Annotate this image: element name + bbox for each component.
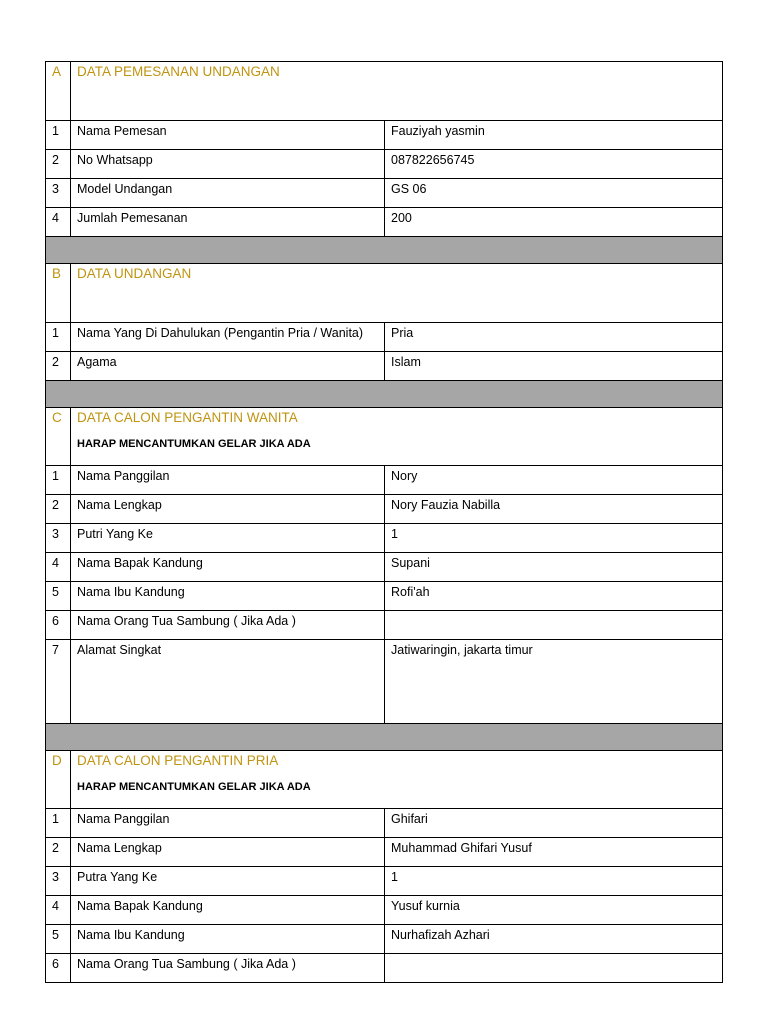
section-separator: [46, 724, 723, 751]
section-title: DATA CALON PENGANTIN WANITA: [77, 410, 298, 425]
row-number: 5: [46, 925, 71, 954]
field-label: Putra Yang Ke: [71, 867, 385, 896]
field-label: Putri Yang Ke: [71, 524, 385, 553]
row-number: 1: [46, 121, 71, 150]
section-letter: A: [46, 62, 71, 121]
field-value[interactable]: [385, 954, 723, 983]
section-separator: [46, 381, 723, 408]
field-label: Nama Bapak Kandung: [71, 896, 385, 925]
section-title: DATA CALON PENGANTIN PRIA: [77, 753, 279, 768]
row-number: 2: [46, 150, 71, 179]
table-row: [46, 524, 723, 553]
row-number: 3: [46, 524, 71, 553]
row-number: 3: [46, 179, 71, 208]
field-label: Nama Lengkap: [71, 495, 385, 524]
field-value[interactable]: 1: [385, 524, 723, 553]
section-title-cell: [71, 408, 723, 466]
row-number: 4: [46, 553, 71, 582]
row-number: 6: [46, 611, 71, 640]
field-value[interactable]: Fauziyah yasmin: [385, 121, 723, 150]
row-number: 6: [46, 954, 71, 983]
table-row: [46, 640, 723, 724]
field-value[interactable]: 200: [385, 208, 723, 237]
field-value[interactable]: 1: [385, 867, 723, 896]
table-row: [46, 896, 723, 925]
row-number: 5: [46, 582, 71, 611]
field-value[interactable]: GS 06: [385, 179, 723, 208]
table-row: [46, 150, 723, 179]
table-row: [46, 611, 723, 640]
field-label: Nama Ibu Kandung: [71, 582, 385, 611]
field-label: Alamat Singkat: [71, 640, 385, 724]
row-number: 3: [46, 867, 71, 896]
field-value[interactable]: Islam: [385, 352, 723, 381]
field-label: Nama Pemesan: [71, 121, 385, 150]
row-number: 1: [46, 809, 71, 838]
row-number: 4: [46, 896, 71, 925]
field-label: Nama Lengkap: [71, 838, 385, 867]
table-row: [46, 809, 723, 838]
field-label: Model Undangan: [71, 179, 385, 208]
row-number: 1: [46, 323, 71, 352]
field-value[interactable]: [385, 611, 723, 640]
row-number: 4: [46, 208, 71, 237]
section-title-cell: [71, 751, 723, 809]
table-row: [46, 495, 723, 524]
row-number: 2: [46, 838, 71, 867]
field-label: Nama Panggilan: [71, 809, 385, 838]
row-number: 2: [46, 352, 71, 381]
field-value[interactable]: Yusuf kurnia: [385, 896, 723, 925]
field-value[interactable]: Nory: [385, 466, 723, 495]
table-row: [46, 838, 723, 867]
section-b-header: [46, 264, 723, 323]
table-row: [46, 179, 723, 208]
table-row: [46, 954, 723, 983]
field-label: Nama Orang Tua Sambung ( Jika Ada ): [71, 954, 385, 983]
field-label: Nama Yang Di Dahulukan (Pengantin Pria / Wanita): [71, 323, 385, 352]
row-number: 1: [46, 466, 71, 495]
section-letter: D: [46, 751, 71, 809]
table-row: [46, 208, 723, 237]
section-title: DATA PEMESANAN UNDANGAN: [71, 62, 723, 121]
table-row: [46, 582, 723, 611]
field-value[interactable]: Supani: [385, 553, 723, 582]
section-letter: C: [46, 408, 71, 466]
table-row: [46, 553, 723, 582]
field-label: Nama Ibu Kandung: [71, 925, 385, 954]
section-note: HARAP MENCANTUMKAN GELAR JIKA ADA: [77, 781, 311, 793]
field-value[interactable]: 087822656745: [385, 150, 723, 179]
table-row: [46, 466, 723, 495]
table-row: [46, 925, 723, 954]
field-value[interactable]: Muhammad Ghifari Yusuf: [385, 838, 723, 867]
order-form-table: [45, 61, 723, 983]
field-label: Nama Orang Tua Sambung ( Jika Ada ): [71, 611, 385, 640]
section-letter: B: [46, 264, 71, 323]
field-label: Jumlah Pemesanan: [71, 208, 385, 237]
field-label: Agama: [71, 352, 385, 381]
field-label: No Whatsapp: [71, 150, 385, 179]
field-value[interactable]: Jatiwaringin, jakarta timur: [385, 640, 723, 724]
field-value[interactable]: Nurhafizah Azhari: [385, 925, 723, 954]
table-row: [46, 323, 723, 352]
field-value[interactable]: Ghifari: [385, 809, 723, 838]
row-number: 2: [46, 495, 71, 524]
field-label: Nama Bapak Kandung: [71, 553, 385, 582]
section-d-header: [46, 751, 723, 809]
field-value[interactable]: Nory Fauzia Nabilla: [385, 495, 723, 524]
section-note: HARAP MENCANTUMKAN GELAR JIKA ADA: [77, 438, 311, 450]
table-row: [46, 867, 723, 896]
table-row: [46, 121, 723, 150]
table-row: [46, 352, 723, 381]
field-value[interactable]: Pria: [385, 323, 723, 352]
field-label: Nama Panggilan: [71, 466, 385, 495]
row-number: 7: [46, 640, 71, 724]
section-title: DATA UNDANGAN: [71, 264, 723, 323]
section-a-header: [46, 62, 723, 121]
field-value[interactable]: Rofi'ah: [385, 582, 723, 611]
section-separator: [46, 237, 723, 264]
section-c-header: [46, 408, 723, 466]
